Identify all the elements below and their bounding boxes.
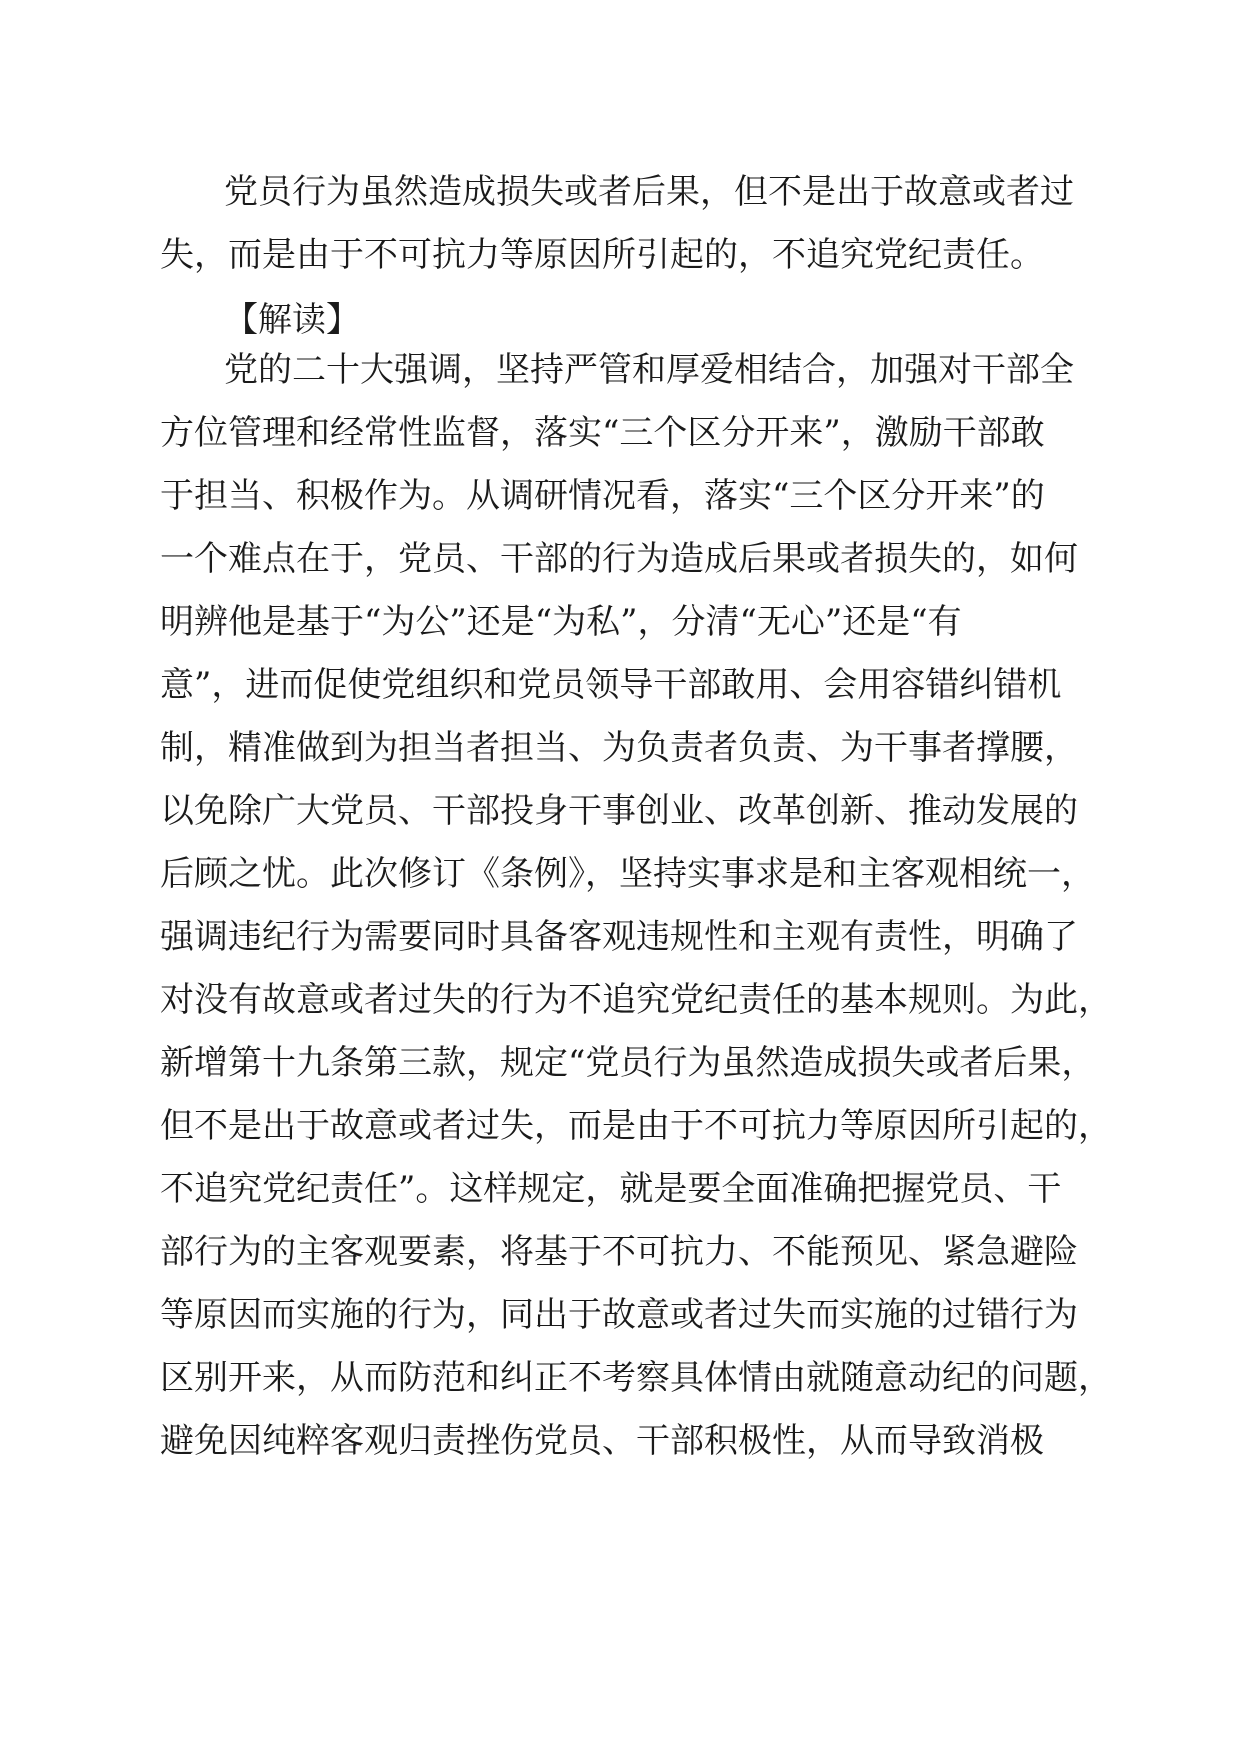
paragraph-2-line-8: 以免除广大党员、干部投身干事创业、改革创新、推动发展的 [160,791,1078,831]
paragraph-1-line-1: 党员行为虽然造成损失或者后果，但不是出于故意或者过 [224,172,1074,212]
paragraph-2-line-15: 部行为的主客观要素，将基于不可抗力、不能预见、紧急避险 [160,1232,1078,1272]
paragraph-2-line-10: 强调违纪行为需要同时具备客观违规性和主观有责性，明确了 [160,917,1078,957]
paragraph-2-line-9: 后顾之忧。此次修订《条例》，坚持实事求是和主客观相统一， [160,854,1095,894]
paragraph-2-line-3: 于担当、积极作为。从调研情况看，落实“三个区分开来”的 [160,476,1045,516]
paragraph-2-line-18: 避免因纯粹客观归责挫伤党员、干部积极性，从而导致消极 [160,1421,1044,1461]
paragraph-2-line-7: 制，精准做到为担当者担当、为负责者负责、为干事者撑腰， [160,728,1078,768]
paragraph-2-line-4: 一个难点在于，党员、干部的行为造成后果或者损失的，如何 [160,539,1078,579]
paragraph-2-line-16: 等原因而实施的行为，同出于故意或者过失而实施的过错行为 [160,1295,1078,1335]
paragraph-2-line-6: 意”，进而促使党组织和党员领导干部敢用、会用容错纠错机 [160,665,1062,705]
paragraph-2-line-5: 明辨他是基于“为公”还是“为私”，分清“无心”还是“有 [160,602,962,642]
paragraph-2-line-2: 方位管理和经常性监督，落实“三个区分开来”，激励干部敢 [160,413,1045,453]
paragraph-2-line-1: 党的二十大强调，坚持严管和厚爱相结合，加强对干部全 [224,350,1074,390]
paragraph-2-line-13: 但不是出于故意或者过失，而是由于不可抗力等原因所引起的， [160,1106,1112,1146]
paragraph-1-line-2: 失，而是由于不可抗力等原因所引起的，不追究党纪责任。 [160,235,1044,275]
section-heading: 【解读】 [224,300,360,340]
paragraph-2-line-17: 区别开来，从而防范和纠正不考察具体情由就随意动纪的问题， [160,1358,1112,1398]
paragraph-2-line-11: 对没有故意或者过失的行为不追究党纪责任的基本规则。为此， [160,980,1112,1020]
paragraph-2-line-14: 不追究党纪责任”。这样规定，就是要全面准确把握党员、干 [160,1169,1062,1209]
paragraph-2-line-12: 新增第十九条第三款，规定“党员行为虽然造成损失或者后果， [160,1043,1096,1083]
